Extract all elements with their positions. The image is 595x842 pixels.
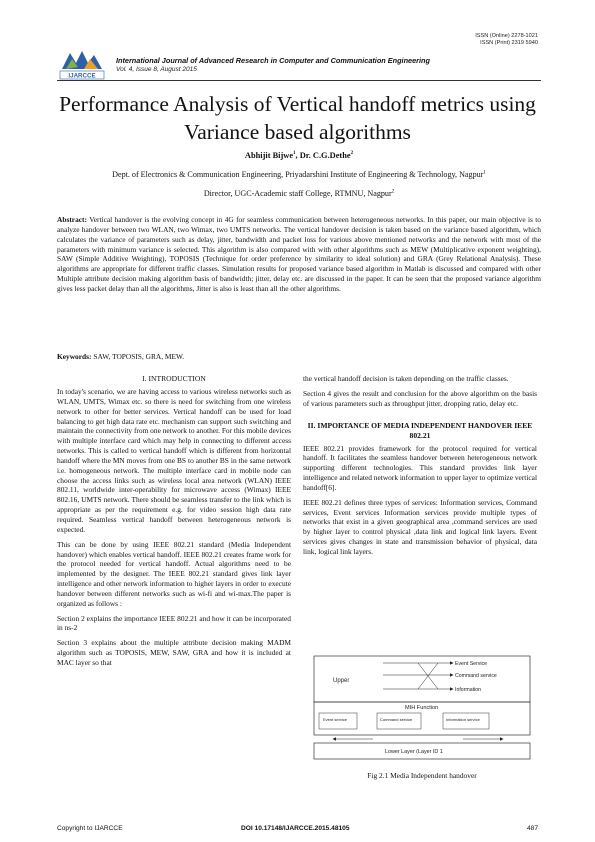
affiliation-2-text: Director, UGC-Academic staff College, RTMNU, Nagpur [203,189,392,198]
affiliation-1-text: Dept. of Electronics & Communication Engineering, Priyadarshini Institute of Engineering & Technology, Nagpur [112,170,484,179]
event-service-box-label: Event service [323,717,348,722]
footer-page-number: 487 [526,825,538,832]
issn-print: ISSN (Print) 2319 5940 [480,40,538,47]
abstract [57,215,541,294]
command-service-label: Command service [455,673,497,679]
authors [57,151,541,160]
mih-function-label: MIH Function [405,705,439,711]
mih-diagram [313,655,531,765]
keywords [57,352,541,361]
affiliation-1-sup: 1 [483,170,486,176]
intro-paragraph-3: Section 2 explains the importance IEEE 802.21 and how it can be incorporated in ns-2 [57,613,291,633]
affiliation-2 [57,189,541,198]
lower-layer-label: Lower Layer (Layer ID 1 [385,749,443,755]
right-paragraph-1: the vertical handoff decision is taken depending on the traffic classes. [303,374,509,383]
intro-paragraph-1: In today's scenario, we are having access to various wireless networks such as WLAN, UMTS, Wimax etc. so there is need for switching from one wireless network to other for better services. Vertical handoff can be used for load balancing to get high data rate etc. mechanism can support such switching and maintain the connectivity from one network to another. For this mobile devices with multiple interface card which may help in connecting to different access networks. This is called to vertical handoff which is different from horizontal handoff where the MN moves from one BS to another BS in the same network i.e. homogeneous network. The multiple interface card in mobile node can choose the access links such as wireless local area network (WLAN) IEEE 802.11, worldwide inter-operability for microwave access (Wimax) IEEE 802.16, UMTS network. There should be seamless transfer to the link which is appropriate as per the requirement e.g. for video session high data rate required. Seamless vertical handoff between heterogeneous network is expected. [57,387,291,534]
author-separator: , [295,151,300,160]
issn-block [418,33,538,48]
author-1-sup: 1 [293,151,296,157]
footer-copyright: Copyright to IJARCCE [57,825,123,832]
section-2-paragraph-2: IEEE 802.21 defines three types of services: Information services, Command services, Event services Information services provide multiple types of networks that exist in a given geographical area ,command services are used by higher layer to control physical ,data link and logical link layers. Event services gives changes in state and transmission behavior of physical, data link, logical link layers. [303,497,537,556]
svg-text:IJARCCE: IJARCCE [68,72,96,80]
journal-volume: Vol. 4, Issue 8, August 2015 [116,66,197,73]
header-divider [57,80,541,81]
right-column [303,374,537,562]
information-label: Information [455,687,481,693]
intro-paragraph-4: Section 3 explains about the multiple attribute decision making MADM algorithm such as TOPOSIS, MEW, SAW, GRA and how it is included at MAC layer so that [57,638,291,667]
upper-label: Upper [333,678,350,684]
figure-caption: Fig 2.1 Media Independent handover [367,771,477,780]
footer-doi: DOI 10.17148/IJARCCE.2015.48105 [241,825,350,832]
event-service-label: Event Service [455,661,488,667]
abstract-text: Vertical handover is the evolving concept in 4G for seamless communication between heterogeneous networks. In this paper, our main objective is to analyze handover between two WLAN, two Wimax, two UMTS networks. The vertical handover decision is taken based on the variance based algorithm, which calculates the variance of parameters such as delay, jitter, bandwidth and packet loss for various above mentioned networks and the network with most of the parameters with minimum variance is selected. This algorithm is also compared with with other algorithms such as MEW (Multiplicative exponent weighting), SAW (Simple Additive Weighting), TOPOSIS (Technique for order preference by similarity to ideal solution) and GRA (Grey Relational Analysis). These algorithms are appropriate for different traffic classes. Simulation results for proposed variance based algorithm in Matlab is discussed and compared with other Multiple attribute decision making algorithm basis of bandwidth; jitter, delay etc. are discussed in the paper. It can be seen that the proposed variance algorithm gives less packet delay than all the algorithms, Jitter is also is least than all the other algorithms. [57,215,542,293]
keywords-label: Keywords: [57,352,92,361]
left-column [57,374,291,673]
command-service-box-label: Command service [380,717,413,722]
author-2-sup: 2 [350,151,354,157]
paper-title: Performance Analysis of Vertical handoff metrics using Variance based algorithms [59,92,536,144]
abstract-label: Abstract: [57,215,87,224]
journal-name: International Journal of Advanced Research in Computer and Communication Engineering [116,56,430,65]
section-2-heading: II. IMPORTANCE OF MEDIA INDEPENDENT HANDOVER IEEE 802.21 [307,420,533,440]
information-service-box-label: Information service [446,717,480,722]
author-1: Abhijit Bijwe [244,151,294,160]
author-2: Dr. C.G.Dethe [299,151,351,160]
journal-logo [58,47,106,80]
section-2-paragraph-1: IEEE 802.21 provides framework for the protocol required for vertical handoff. It facilitates the seamless handover between heterogeneous network supporting different technologies. This standard provides link layer intelligence and related network information to upper layer to optimize vertical handoff[6]. [303,443,537,492]
keywords-text: SAW, TOPOSIS, GRA, MEW. [93,352,185,361]
section-1-heading: I. INTRODUCTION [142,374,206,383]
affiliation-2-sup: 2 [391,189,395,195]
right-paragraph-2: Section 4 gives the result and conclusion for the above algorithm on the basis of various parameters such as throughput jitter, dropping ratio, delay etc. [303,388,537,408]
intro-paragraph-2: This can be done by using IEEE 802.21 standard (Media Independent handover) which enables vertical handoff. IEEE 802.21 creates frame work for the protocol needed for vertical handoff. Actual algorithms need to be implemented by the designer. The IEEE 802.21 standard gives link layer intelligence and other network information to higher layers in order to execute handover between different networks such as wi-fi and wi-max.The paper is organized as follows : [57,539,291,608]
issn-online: ISSN (Online) 2278-1021 [475,33,538,39]
affiliation-1 [57,170,541,179]
